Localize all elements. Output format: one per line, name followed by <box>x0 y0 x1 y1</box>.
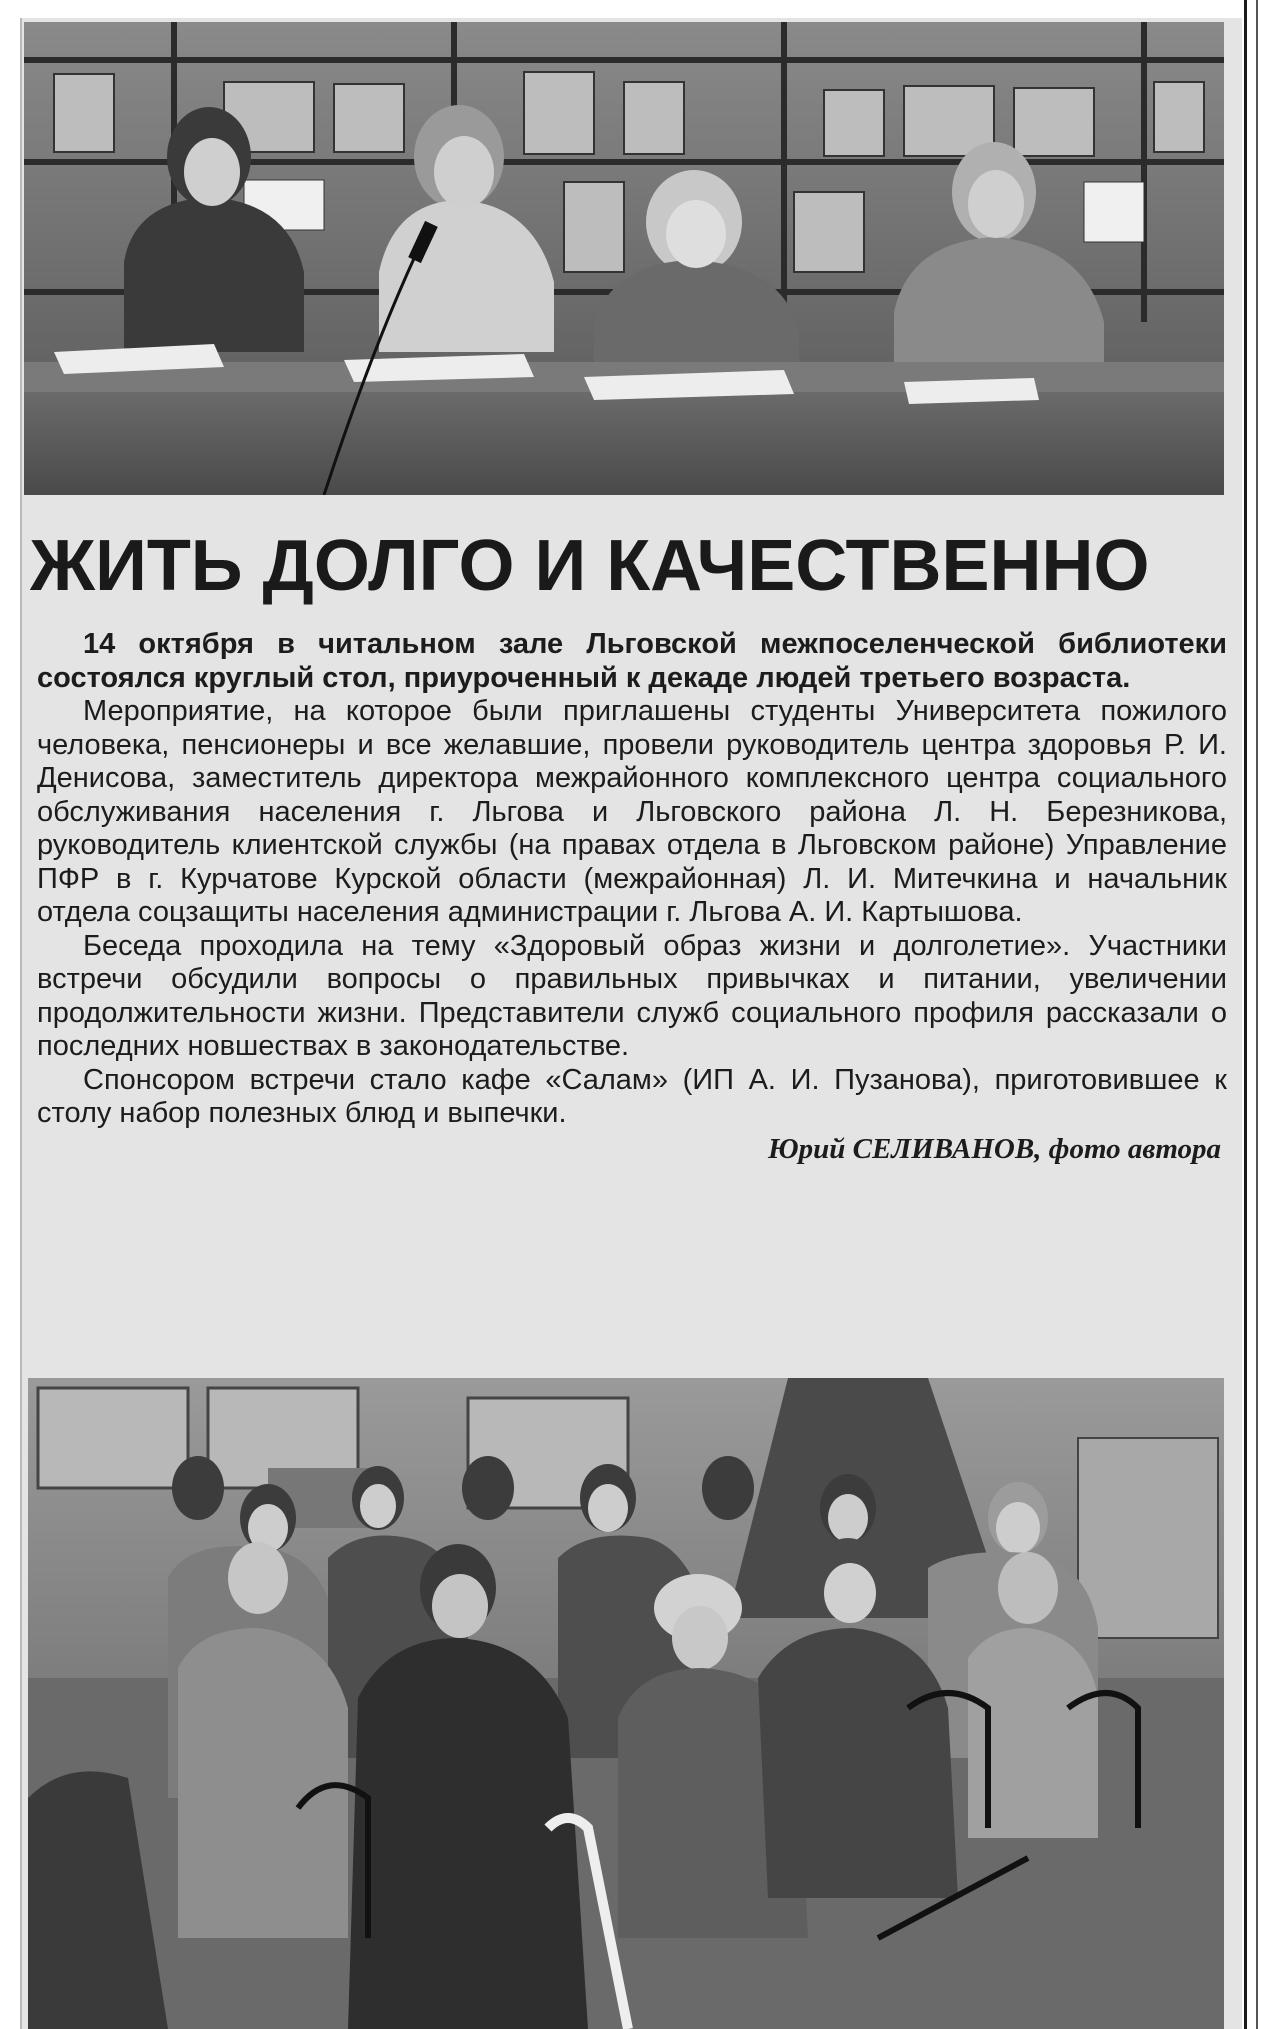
scan-edge-line-inner <box>1256 0 1258 2029</box>
article-paragraph-3: Спонсором встречи стало кафе «Салам» (ИП А. И. Пузанова), приготовившее к столу набор полезных блюд и выпечки. <box>37 1063 1227 1129</box>
photo-round-table-illustration <box>24 22 1224 495</box>
article-body <box>37 628 1227 1167</box>
byline-text: Юрий СЕЛИВАНОВ, фото автора <box>767 1132 1221 1165</box>
byline <box>37 1131 1227 1167</box>
article-paragraph-1: Мероприятие, на которое были приглашены студенты Университета пожилого человека, пенсионеры и все желавшие, провели руководитель центра здоровья Р. И. Денисова, заместитель директора межрайонного комплексного центра социального обслуживания населения г. Льгова и Льговского района Л. Н. Березникова, руководитель клиентской службы (на правах отдела в Льговском районе) Управление ПФР в г. Курчатове Курской области (межрайонная) Л. И. Митечкина и начальник отдела соцзащиты населения администрации г. Льгова А. И. Картышова. <box>37 695 1227 928</box>
photo-round-table-panel <box>24 22 1224 495</box>
article-lead: 14 октября в читальном зале Льговской межпоселенческой библиотеки состоялся круглый стол, приуроченный к декаде людей третьего возраста. <box>37 628 1227 694</box>
scan-edge-line <box>1244 0 1247 2029</box>
article-paragraph-2: Беседа проходила на тему «Здоровый образ жизни и долголетие». Участники встречи обсудили вопросы о правильных привычках и питании, увеличении продолжительности жизни. Представители служб социального профиля рассказали о последних новшествах в законодательстве. <box>37 929 1227 1062</box>
headline: ЖИТЬ ДОЛГО И КАЧЕСТВЕННО <box>30 526 1150 606</box>
photo-audience <box>28 1378 1224 2029</box>
photo-audience-illustration <box>28 1378 1224 2029</box>
